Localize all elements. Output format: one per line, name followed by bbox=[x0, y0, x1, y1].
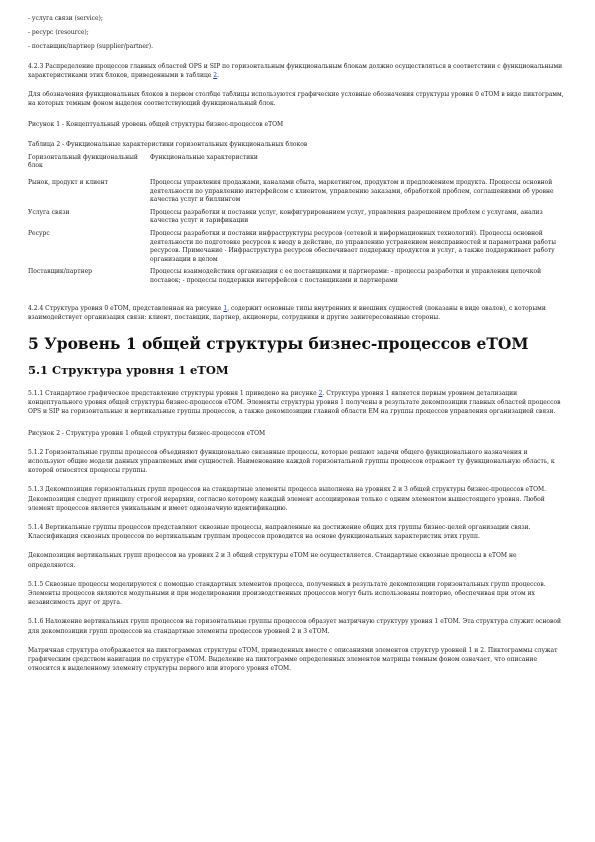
list-item: - услуга связи (service); bbox=[28, 15, 103, 22]
paragraph-5-1-3: 5.1.3 Декомпозиция горизонтальных групп процессов на стандартные элементы процесса выполнена на уровнях 2 и 3 общей структуры бизнес-процессов eTOM. Декомпозиция следует принципу строгой иерархии, согласно которому каждый элемент ассоциирован только с одним элементом вышестоящего уровня. Любой элемент процессов является уникальным и имеет однозначную идентификацию. bbox=[28, 486, 547, 512]
section-5-1-heading: 5.1 Структура уровня 1 eTOM bbox=[28, 362, 229, 377]
table-row bbox=[28, 230, 565, 268]
table-header-block: Горизонтальный функциональный блок bbox=[28, 153, 138, 170]
table-header-row bbox=[28, 154, 565, 179]
table-cell-block: Поставщик/партнер bbox=[28, 268, 92, 276]
table-row bbox=[28, 209, 565, 230]
paragraph-5-1-5: 5.1.5 Сквозные процессы моделируются с помощью стандартных элементов процесса, полученных в результате декомпозиции горизонтальных групп процессов. Элементы процессов являются модульными и при моделировании производственных процессов могут быть использованы повторно, обеспечивая при этом их независимость друг от друга. bbox=[28, 580, 546, 607]
figure-2-caption: Рисунок 2 - Структура уровня 1 общей структуры бизнес-процессов eTOM bbox=[28, 429, 266, 437]
table-cell-block: Ресурс bbox=[28, 229, 50, 237]
functional-blocks-table bbox=[28, 154, 565, 290]
paragraph-matrix: Матричная структура отображается на пиктограммах структуры eTOM, приведенных вместе с описаниями элементов структур уровней 1 и 2. Пиктограммы служат графическим средством навигации по структуре eTOM. Выделение на пиктограмме определенных элементов матрицы темным фоном означает, что описание относится к выделенному элементу структуры первого или второго уровня eTOM. bbox=[28, 646, 558, 673]
figure-1-caption: Рисунок 1 - Концептуальный уровень общей структуры бизнес-процессов eTOM bbox=[28, 121, 284, 129]
table-cell-description: Процессы управления продажами, каналами сбыта, маркетингом, продуктом и предложением продукта. Процессы основной деятельности по управлению интерфейсом с клиентом, управлению заказами, обработкой проблем, соглашениями об уровне качества услуг и биллингом bbox=[150, 179, 554, 204]
table-row bbox=[28, 179, 565, 209]
paragraph-pictograms: Для обозначения функциональных блоков в первом столбце таблицы используются графические условные обозначения структуры уровня 0 eTOM в виде пиктограмм, на которых темным фоном выделен соответствующий функциональный блок. bbox=[28, 91, 564, 108]
table-cell-block: Рынок, продукт и клиент bbox=[28, 179, 108, 187]
paragraph-decomposition: Декомпозиция вертикальных групп процессов на уровнях 2 и 3 общей структуры eTOM не осуществляется. Стандартные сквозные процессы в eTOM не определяются. bbox=[28, 552, 517, 569]
list-item: - ресурс (resource); bbox=[28, 29, 89, 37]
paragraph-4-2-4: 4.2.4 Структура уровня 0 eTOM, представленная на рисунке 1, содержит основные типы внутренних и внешних сущностей (показаны в виде овалов), с которыми взаимодействует организация связи: клиент, поставщик, партнер, акционеры, сотрудники и другие заинтересованные стороны. bbox=[28, 304, 546, 321]
figure-2-link[interactable]: 2 bbox=[318, 389, 323, 397]
paragraph-4-2-3: 4.2.3 Распределение процессов главных областей OPS и SIP по горизонтальным функциональным блокам должно осуществляться в соответствии с функциональными характеристиками этих блоков, приведенными в таблице 2. bbox=[28, 62, 563, 79]
table-header-characteristics: Функциональные характеристики bbox=[150, 153, 258, 161]
table-row bbox=[28, 268, 565, 289]
paragraph-5-1-4: 5.1.4 Вертикальные группы процессов представляют сквозные процессы, направленные на достижение общих для группы бизнес-целей организации связи. Классификация сквозных процессов по вертикальным группам процессов проводится на основе функциональных характеристик этих групп. bbox=[28, 523, 531, 541]
table-cell-description: Процессы разработки и поставки услуг, конфигурированием услуг, управления разрешением проблем с услугами, анализ качества услуг и тарификации bbox=[150, 208, 543, 225]
table-cell-block: Услуга связи bbox=[28, 208, 70, 216]
paragraph-5-1-6: 5.1.6 Наложение вертикальных групп процессов на горизонтальные группы процессов образует матричную структуру уровня 1 eTOM. Эта структура служит основой для декомпозиции групп процессов на стандартные элементы процессов уровней 2 и 3 eTOM. bbox=[28, 618, 562, 635]
list-item: - поставщик/партнер (supplier/partner). bbox=[28, 43, 154, 51]
table-2-link[interactable]: 2 bbox=[213, 71, 218, 79]
table-cell-description: Процессы взаимодействия организации с ее поставщиками и партнерами: - процессы разработки и управления цепочкой поставок; - процессы поддержки интерфейсов с поставщиками и партнерами bbox=[150, 268, 542, 284]
table-cell-description: Процессы разработки и поставки инфраструктуры ресурсов (сетевой и информационных технологий). Процессы основной деятельности по подготовке ресурсов к вводу в действие, по управлению устранением неисправностей и параметрами работы ресурсов. Примечание - Инфраструктура ресурсов обеспечивает поддержку продуктов и услуг, а также поддерживает работу организации в целом bbox=[150, 229, 557, 263]
figure-1-link[interactable]: 1 bbox=[223, 304, 228, 312]
paragraph-5-1-1: 5.1.1 Стандартное графическое представление структуры уровня 1 приведено на рисунке 2. Структура уровня 1 является первым уровнем детализации концептуального уровня общей структуры бизнес-процессов eTOM. Элементы структуры уровня 1 получены в результате декомпозиции главных областей процессов OPS и SIP на горизонтальные и вертикальные группы процессов, а также декомпозиции главной области EM на группы процессов управления организацией связи. bbox=[28, 389, 561, 416]
section-5-heading: 5 Уровень 1 общей структуры бизнес-процессов eTOM bbox=[28, 333, 529, 353]
paragraph-5-1-2: 5.1.2 Горизонтальные группы процессов объединяют функционально связанные процессы, которые решают задачи общего функционального назначения и используют общие модели данных управляемых ими сущностей. Наименование каждой горизонтальной группы процессов отражает ту функциональную область, к которой относятся процессы группы. bbox=[28, 448, 555, 475]
table-2-caption: Таблица 2 - Функциональные характеристики горизонтальных функциональных блоков bbox=[28, 140, 308, 148]
